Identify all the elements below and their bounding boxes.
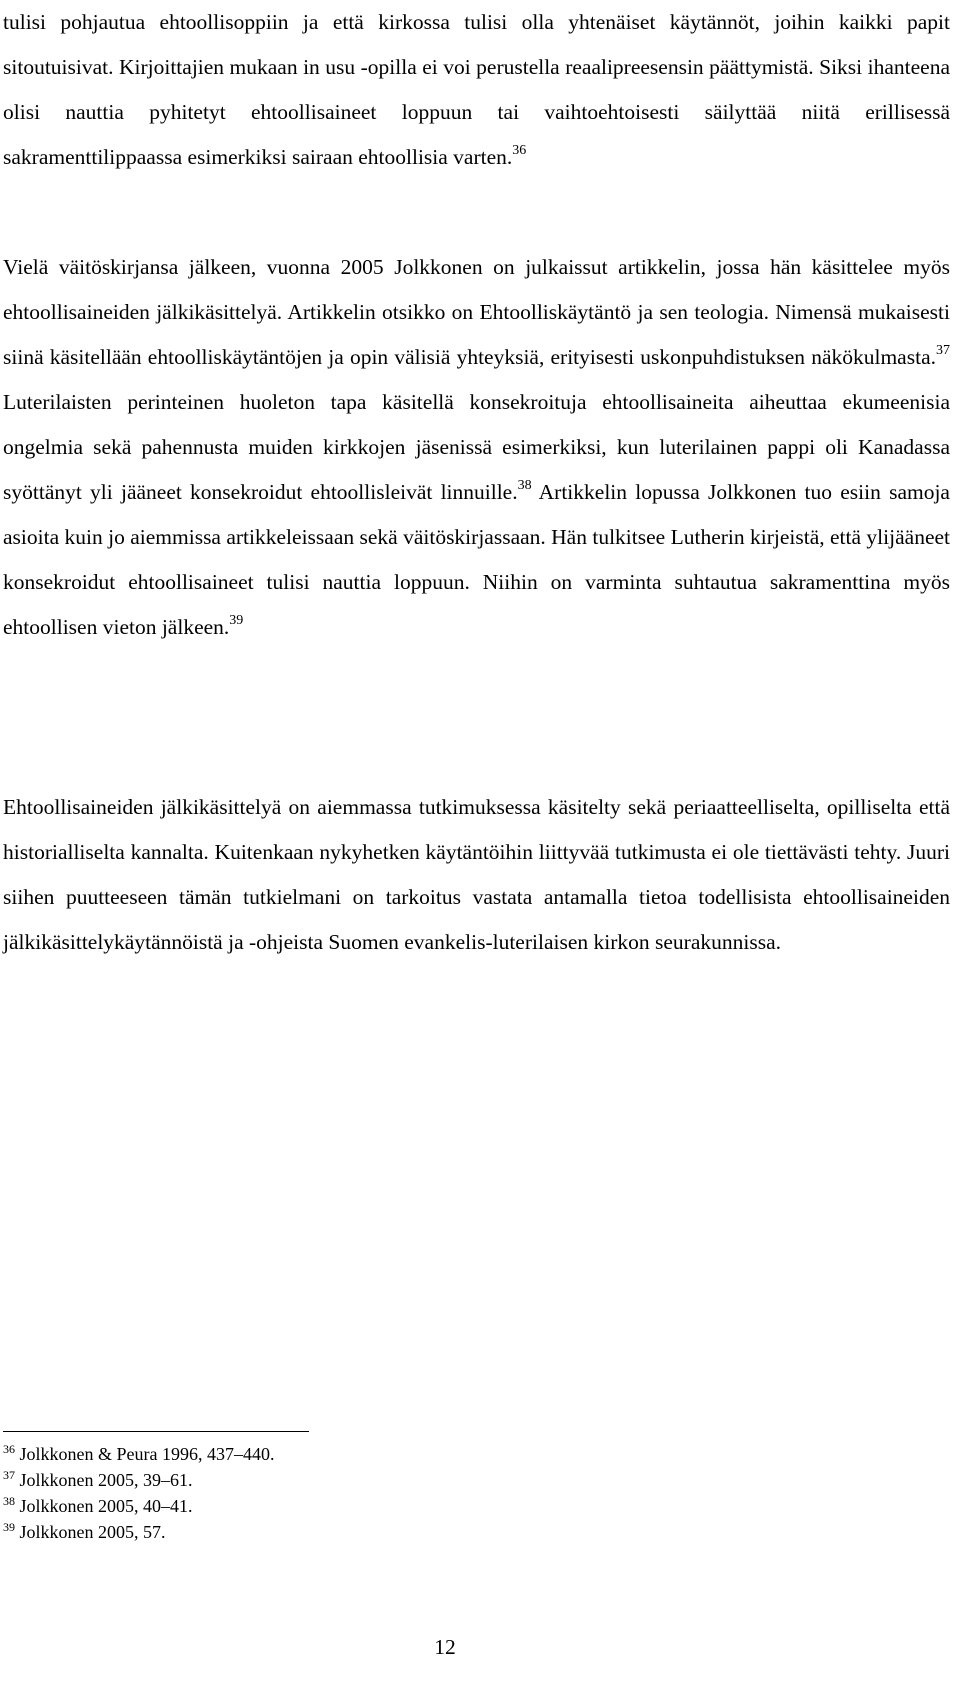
footnote-number: 37 xyxy=(3,1468,15,1482)
footnote-item xyxy=(3,1493,903,1519)
footnote-text: Jolkkonen 2005, 40–41. xyxy=(19,1496,193,1516)
footnote-ref-39: 39 xyxy=(229,612,244,628)
footnote-separator xyxy=(3,1431,309,1432)
footnote-item xyxy=(3,1441,903,1467)
footnotes-list xyxy=(3,1441,903,1545)
page-number: 12 xyxy=(434,1635,456,1659)
paragraph-3-text: Ehtoollisaineiden jälkikäsittelyä on aiemmassa tutkimuksessa käsitelty sekä periaatteelliselta, opilliselta että historialliselta kannalta. Kuitenkaan nykyhetken käytäntöihin liittyvää tutkimusta ei ole tiettävästi tehty. Juuri siihen puutteeseen tämän tutkielmani on tarkoitus vastata antamalla tietoa todellisista ehtoollisaineiden jälkikäsittelykäytännöistä ja -ohjeista Suomen evankelis-luterilaisen kirkon seurakunnissa. xyxy=(3,795,950,954)
footnote-ref-38: 38 xyxy=(517,477,532,493)
paragraph-1-text: tulisi pohjautua ehtoollisoppiin ja että kirkossa tulisi olla yhtenäiset käytännöt, joihin kaikki papit sitoutuisivat. Kirjoittajien mukaan in usu -opilla ei voi perustella reaalipreesensin päättymistä. Siksi ihanteena olisi nauttia pyhitetyt ehtoollisaineet loppuun tai vaihtoehtoisesti säilyttää niitä erillisessä sakramenttilippaassa esimerkiksi sairaan ehtoollisia varten. xyxy=(3,10,950,169)
paragraph-1 xyxy=(3,0,950,180)
footnote-number: 39 xyxy=(3,1520,15,1534)
footnote-ref-36: 36 xyxy=(512,142,527,158)
paragraph-2-text-c: Artikkelin lopussa Jolkkonen tuo esiin samoja asioita kuin jo aiemmissa artikkeleissaan sekä väitöskirjassaan. Hän tulkitsee Lutherin kirjeistä, että ylijääneet konsekroidut ehtoollisaineet tulisi nauttia loppuun. Niihin on varminta suhtautua sakramenttina myös ehtoollisen vieton jälkeen. xyxy=(3,480,950,639)
footnote-text: Jolkkonen 2005, 57. xyxy=(19,1522,166,1542)
footnote-item xyxy=(3,1519,903,1545)
paragraph-3 xyxy=(3,785,950,965)
footnote-item xyxy=(3,1467,903,1493)
paragraph-2-text-b: Luterilaisten perinteinen huoleton tapa käsitellä konsekroituja ehtoollisaineita aiheuttaa ekumeenisia ongelmia sekä pahennusta muiden kirkkojen jäsenissä esimerkiksi, kun luterilainen pappi oli Kanadassa syöttänyt yli jääneet konsekroidut ehtoollisleivät linnuille. xyxy=(3,390,950,504)
footnote-number: 38 xyxy=(3,1494,15,1508)
footnote-text: Jolkkonen 2005, 39–61. xyxy=(19,1470,193,1490)
footnote-ref-37: 37 xyxy=(936,342,950,358)
footnote-text: Jolkkonen & Peura 1996, 437–440. xyxy=(19,1444,275,1464)
footnote-number: 36 xyxy=(3,1442,15,1456)
paragraph-2 xyxy=(3,245,950,650)
paragraph-2-text-a: Vielä väitöskirjansa jälkeen, vuonna 2005 Jolkkonen on julkaissut artikkelin, jossa hän käsittelee myös ehtoollisaineiden jälkikäsittelyä. Artikkelin otsikko on Ehtoolliskäytäntö ja sen teologia. Nimensä mukaisesti siinä käsitellään ehtoolliskäytäntöjen ja opin välisiä yhteyksiä, erityisesti uskonpuhdistuksen näkökulmasta. xyxy=(3,255,950,369)
